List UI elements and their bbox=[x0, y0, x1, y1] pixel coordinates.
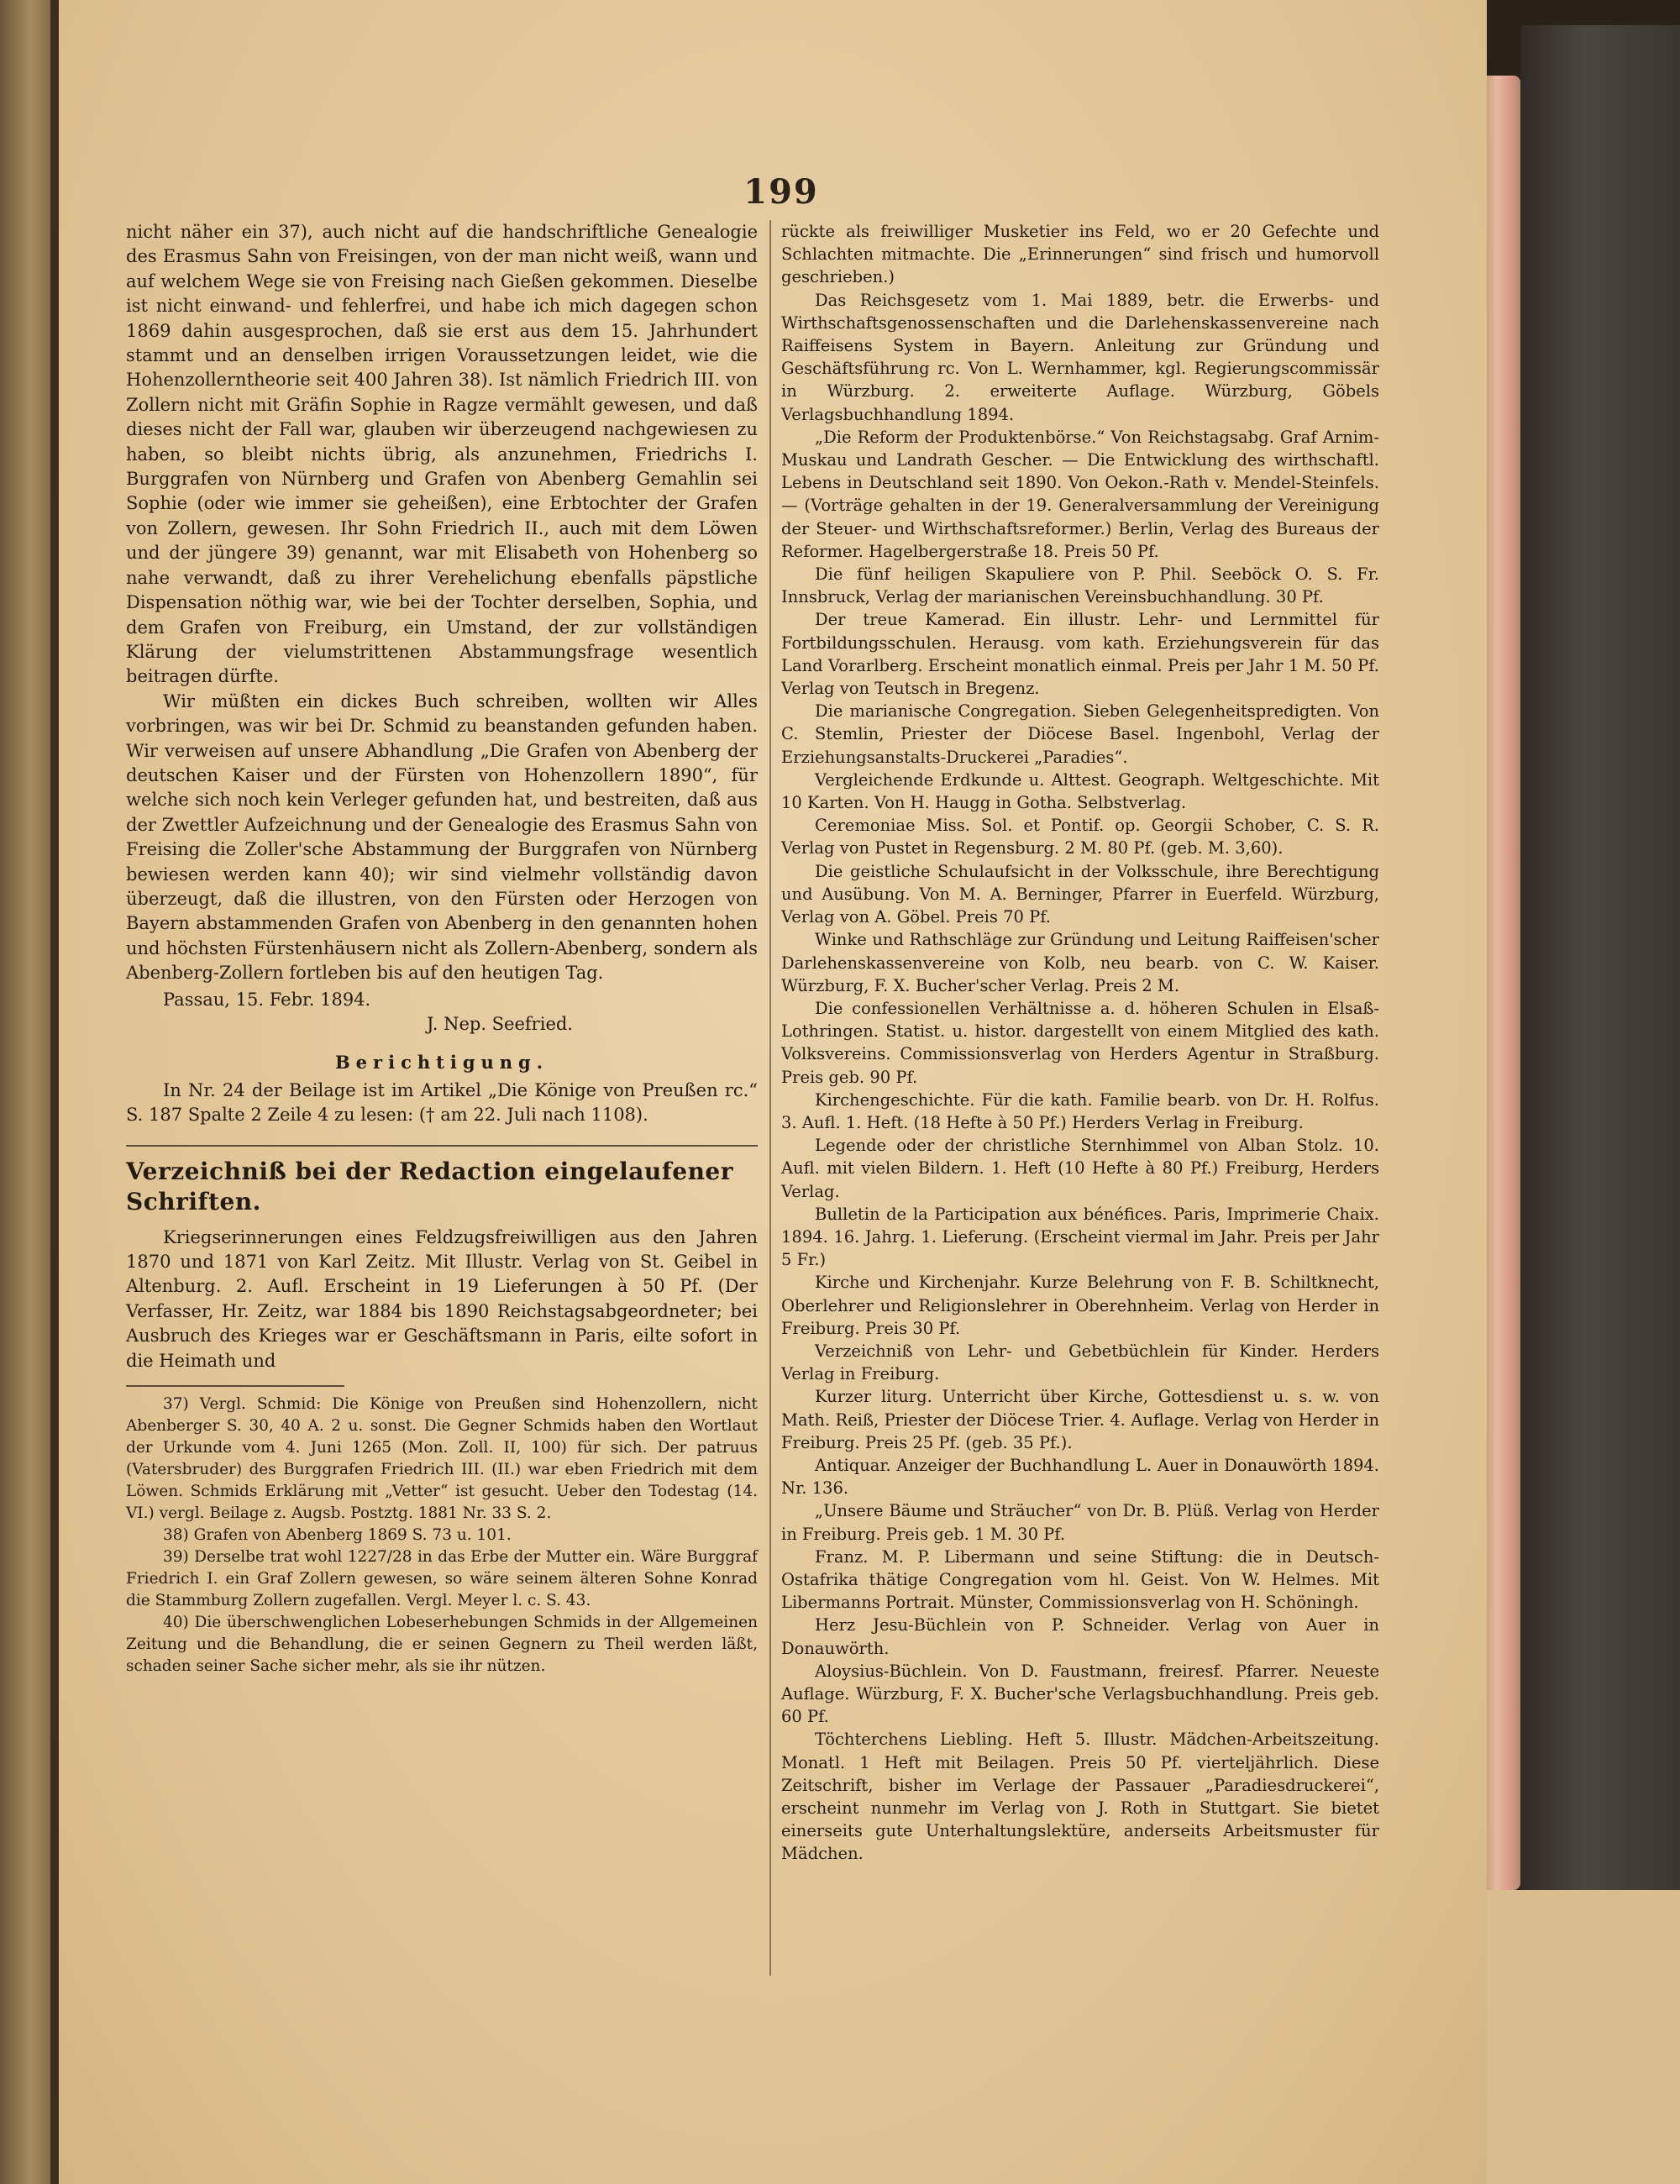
list-item: Das Reichsgesetz vom 1. Mai 1889, betr. die Erwerbs- und Wirthschaftsgenossenschaften und die Darlehenskassenvereine nach Raiffeisens System in Bayern. Anleitung zur Gründung und Geschäftsführung rc. Von L. Wernhammer, kgl. Regierungscommissär in Würzburg. 2. erweiterte Auflage. Würzburg, Göbels Verlagsbuchhandlung 1894. bbox=[781, 290, 1379, 424]
list-item: Kirche und Kirchenjahr. Kurze Belehrung von F. B. Schiltknecht, Oberlehrer und Religionslehrer in Oberehnheim. Verlag von Herder in Freiburg. Preis 30 Pf. bbox=[781, 1273, 1379, 1338]
list-item: Vergleichende Erdkunde u. Alttest. Geograph. Weltgeschichte. Mit 10 Karten. Von H. Haugg in Gotha. Selbstverlag. bbox=[781, 769, 1379, 813]
footnotes bbox=[126, 1394, 758, 1677]
list-entry: Kriegserinnerungen eines Feldzugsfreiwilligen aus den Jahren 1870 und 1871 von Karl Zeitz. Mit Illustr. Verlag von St. Geibel in Altenburg. 2. Aufl. Erscheint in 19 Lieferungen à 50 Pf. (Der Verfasser, Hr. Zeitz, war 1884 bis 1890 Reichstagsabgeordneter; bei Ausbruch des Krieges war er Geschäftsmann in Paris, eilte sofort in die Heimath und bbox=[126, 1226, 758, 1371]
footnote-rule bbox=[126, 1385, 344, 1387]
list-continuation: rückte als freiwilliger Musketier ins Feld, wo er 20 Gefechte und Schlachten mitmachte. Die „Erinnerungen“ sind frisch und humorvoll geschrieben.) bbox=[781, 222, 1379, 287]
right-column bbox=[781, 220, 1379, 1866]
list-item: Bulletin de la Participation aux bénéfices. Paris, Imprimerie Chaix. 1894. 16. Jahrg. 1. Lieferung. (Erscheint viermal im Jahr. Preis per Jahr 5 Fr.) bbox=[781, 1204, 1379, 1270]
adjacent-page-edge bbox=[0, 0, 55, 2184]
list-item: Franz. M. P. Libermann und seine Stiftung: die in Deutsch-Ostafrika thätige Congregation vom hl. Geist. Von W. Helmes. Mit Libermanns Portrait. Münster, Commissionsverlag von H. Schöningh. bbox=[781, 1546, 1379, 1613]
list-item: Der treue Kamerad. Ein illustr. Lehr- und Lernmittel für Fortbildungsschulen. Herausg. vom kath. Erziehungsverein für das Land Vorarlberg. Erscheint monatlich einmal. Preis per Jahr 1 M. 50 Pf. Verlag von Teutsch in Bregenz. bbox=[781, 610, 1379, 699]
list-item: Die marianische Congregation. Sieben Gelegenheitspredigten. Von C. Stemlin, Priester der Diöcese Basel. Ingenbohl, Verlag der Erziehungsanstalts-Druckerei „Paradies“. bbox=[781, 701, 1379, 767]
author-signature: J. Nep. Seefried. bbox=[426, 1014, 573, 1034]
page-number: 199 bbox=[743, 172, 819, 212]
body-paragraph: nicht näher ein 37), auch nicht auf die handschriftliche Genealogie des Erasmus Sahn von Freisingen, von der man nicht weiß, wann und auf welchem Wege sie von Freising nach Gießen gekommen. Dieselbe ist nicht einwand- und fehlerfrei, und habe ich mich dagegen schon 1869 dahin ausgesprochen, daß sie erst aus dem 15. Jahrhundert stammt und an denselben irrigen Voraussetzungen leidet, wie die Hohenzollerntheorie seit 400 Jahren 38). Ist nämlich Friedrich III. von Zollern nicht mit Gräfin Sophie in Ragze vermählt gewesen, und daß dieses nicht der Fall war, glauben wir überzeugend nachgewiesen zu haben, so bleibt nichts übrig, als anzunehmen, Friedrichs I. Burggrafen von Nürnberg und Grafen von Abenberg Gemahlin sei Sophie (oder wie immer sie geheißen), eine Erbtochter der Grafen von Zollern, gewesen. Ihr Sohn Friedrich II., auch mit dem Löwen und der jüngere 39) genannt, war mit Elisabeth von Hohenberg so nahe verwandt, daß zu ihrer Verehelichung ebenfalls päpstliche Dispensation nöthig war, wie bei der Tochter derselben, Sophia, und dem Grafen von Freiburg, ein Umstand, der zur vollständigen Klärung der vielumstrittenen Abstammungsfrage wesentlich beitragen dürfte. bbox=[126, 222, 758, 687]
list-item: Die geistliche Schulaufsicht in der Volksschule, ihre Berechtigung und Ausübung. Von M. A. Berninger, Pfarrer in Euerfeld. Würzburg, Verlag von A. Göbel. Preis 70 Pf. bbox=[781, 861, 1379, 927]
footnote: 39) Derselbe trat wohl 1227/28 in das Erbe der Mutter ein. Wäre Burggraf Friedrich I. ein Graf Zollern gewesen, so wäre seinem älteren Sohne Konrad die Stammburg Zollern zugefallen. Vergl. Meyer l. c. S. 43. bbox=[126, 1548, 758, 1610]
column-divider bbox=[769, 220, 771, 1976]
body-paragraph: Wir müßten ein dickes Buch schreiben, wollten wir Alles vorbringen, was wir bei Dr. Schmid zu beanstanden gefunden haben. Wir verweisen auf unsere Abhandlung „Die Grafen von Abenberg der deutschen Kaiser und der Fürsten von Hohenzollern 1890“, für welche sich noch kein Verleger gefunden hat, und bestreiten, daß aus der Zwettler Aufzeichnung und der Genealogie des Erasmus Sahn von Freising die Zoller'sche Abstammung der Burggrafen von Nürnberg bewiesen werden kann 40); wir sind vielmehr vollständig davon überzeugt, daß die illustren, von den Fürsten oder Herzogen von Bayern abstammenden Grafen von Abenberg in den genannten hohen und höchsten Fürstenhäusern nicht als Zollern-Abenberg, sondern als Abenberg-Zollern fortleben bis auf den heutigen Tag. bbox=[126, 690, 758, 984]
list-item: Verzeichniß von Lehr- und Gebetbüchlein für Kinder. Herders Verlag in Freiburg. bbox=[781, 1341, 1379, 1384]
list-item: Aloysius-Büchlein. Von D. Faustmann, freiresf. Pfarrer. Neueste Auflage. Würzburg, F. X. Bucher'sche Verlagsbuchhandlung. Preis geb. 60 Pf. bbox=[781, 1661, 1379, 1727]
page-stack-edge bbox=[1487, 76, 1520, 1890]
section-rule bbox=[126, 1145, 758, 1147]
book-gutter bbox=[50, 0, 59, 2184]
list-item: Herz Jesu-Büchlein von P. Schneider. Verlag von Auer in Donauwörth. bbox=[781, 1615, 1379, 1658]
list-item: Töchterchens Liebling. Heft 5. Illustr. Mädchen-Arbeitszeitung. Monatl. 1 Heft mit Beilagen. Preis 50 Pf. vierteljährlich. Diese Zeitschrift, bisher im Verlage der Passauer „Paradiesdruckerei“, erscheint nunmehr im Verlag von J. Roth in Stuttgart. Sie bietet einerseits gute Unterhaltungslektüre, anderseits Arbeitsmuster für Mädchen. bbox=[781, 1730, 1379, 1864]
list-item: Antiquar. Anzeiger der Buchhandlung L. Auer in Donauwörth 1894. Nr. 136. bbox=[781, 1455, 1379, 1499]
list-item: Kurzer liturg. Unterricht über Kirche, Gottesdienst u. s. w. von Math. Reiß, Priester der Diöcese Trier. 4. Auflage. Verlag von Herder in Freiburg. Preis 25 Pf. (geb. 35 Pf.). bbox=[781, 1387, 1379, 1452]
footnote: 37) Vergl. Schmid: Die Könige von Preußen sind Hohenzollern, nicht Abenberger S. 30, 40 A. 2 u. sonst. Die Gegner Schmids haben den Wortlaut der Urkunde vom 4. Juni 1265 (Mon. Zoll. II, 100) für sich. Der patruus (Vatersbruder) des Burggrafen Friedrich III. (II.) war eben Friedrich mit dem Löwen. Schmids Erklärung mit „Vetter“ ist gesucht. Ueber den Todestag (14. VI.) vergl. Beilage z. Augsb. Postztg. 1881 Nr. 33 S. 2. bbox=[126, 1395, 758, 1523]
footnote: 40) Die überschwenglichen Lobeserhebungen Schmids in der Allgemeinen Zeitung und die Behandlung, die er seinen Gegnern zu Theil werden läßt, schaden seiner Sache sicher mehr, als sie ihr nützen. bbox=[126, 1614, 758, 1676]
place-date: Passau, 15. Febr. 1894. bbox=[163, 989, 371, 1010]
list-item: Die fünf heiligen Skapuliere von P. Phil. Seeböck O. S. Fr. Innsbruck, Verlag der marianischen Vereinsbuchhandlung. 30 Pf. bbox=[781, 564, 1379, 607]
list-item: Ceremoniae Miss. Sol. et Pontif. op. Georgii Schober, C. S. R. Verlag von Pustet in Regensburg. 2 M. 80 Pf. (geb. M. 3,60). bbox=[781, 816, 1379, 858]
footnote: 38) Grafen von Abenberg 1869 S. 73 u. 101. bbox=[163, 1526, 512, 1545]
book-cover bbox=[1520, 25, 1680, 1957]
list-item: Winke und Rathschläge zur Gründung und Leitung Raiffeisen'scher Darlehenskassenvereine von Kolb, neu bearb. von C. W. Kaiser. Würzburg, F. X. Bucher'scher Verlag. Preis 2 M. bbox=[781, 930, 1379, 995]
list-item: Die confessionellen Verhältnisse a. d. höheren Schulen in Elsaß-Lothringen. Statist. u. histor. dargestellt von einem Mitglied des kath. Volksvereins. Commissionsverlag von Herders Agentur in Straßburg. Preis geb. 90 Pf. bbox=[781, 998, 1379, 1087]
correction-text: In Nr. 24 der Beilage ist im Artikel „Die Könige von Preußen rc.“ S. 187 Spalte 2 Zeile 4 zu lesen: († am 22. Juli nach 1108). bbox=[126, 1079, 758, 1126]
list-item: „Die Reform der Produktenbörse.“ Von Reichstagsabg. Graf Arnim-Muskau und Landrath Gescher. — Die Entwicklung des wirthschaftl. Lebens in Deutschland seit 1890. Von Oekon.-Rath v. Mendel-Steinfels. — (Vorträge gehalten in der 19. Generalversammlung der Vereinigung der Steuer- und Wirthschaftsreformer.) Berlin, Verlag des Bureaus der Reformer. Hagelbergerstraße 18. Preis 50 Pf. bbox=[781, 427, 1379, 561]
list-item: Legende oder der christliche Sternhimmel von Alban Stolz. 10. Aufl. mit vielen Bildern. 1. Heft (10 Hefte à 80 Pf.) Freiburg, Herders Verlag. bbox=[781, 1136, 1379, 1201]
list-item: „Unsere Bäume und Sträucher“ von Dr. B. Plüß. Verlag von Herder in Freiburg. Preis geb. 1 M. 30 Pf. bbox=[781, 1501, 1379, 1544]
left-column bbox=[126, 220, 758, 1677]
list-heading: Verzeichniß bei der Redaction eingelaufener Schriften. bbox=[126, 1157, 733, 1215]
list-item: Kirchengeschichte. Für die kath. Familie bearb. von Dr. H. Rolfus. 3. Aufl. 1. Heft. (18 Hefte à 50 Pf.) Herders Verlag in Freiburg. bbox=[781, 1089, 1379, 1132]
correction-heading: Berichtigung. bbox=[334, 1052, 549, 1074]
